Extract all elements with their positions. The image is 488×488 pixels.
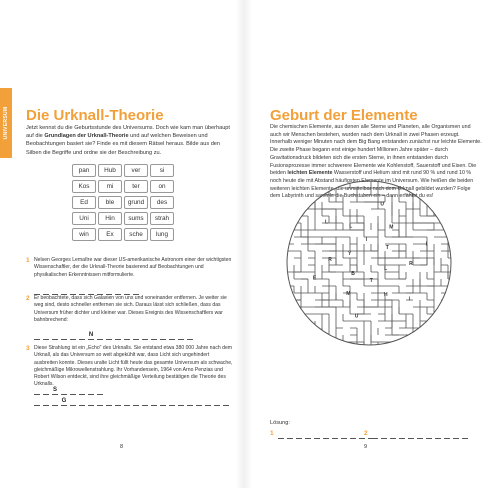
syllable-box: Ex: [98, 228, 122, 241]
letter-blank[interactable]: [151, 397, 157, 406]
letter-blank[interactable]: [34, 286, 40, 295]
letter-blank[interactable]: [196, 397, 202, 406]
gutter-shadow: [236, 0, 252, 488]
solution-label: Lösung:: [270, 420, 290, 426]
maze-letter: B: [351, 271, 355, 278]
letter-blank[interactable]: [52, 397, 58, 406]
letter-blank[interactable]: [43, 386, 49, 395]
maze-outer-ring: [287, 181, 451, 345]
letter-blank[interactable]: [88, 397, 94, 406]
letter-blank[interactable]: [79, 286, 85, 295]
maze-letter: T: [385, 245, 389, 252]
syllable-box: ble: [98, 196, 122, 209]
syllable-box: win: [72, 228, 96, 241]
letter-blank[interactable]: [124, 286, 130, 295]
task-number: 3: [26, 345, 30, 352]
letter-blank[interactable]: [160, 331, 166, 340]
maze-labyrinth: [269, 175, 469, 351]
intro-right-text-2: Wasserstoff und Helium sind mit rund 90 % und rund 10 % noch heute die mit Abstand häufigsten Elemente im Universum. Wie heißen die beiden weiteren leichten Elemente, die unmittelbar nach dem Urknall gebildet wurden? Folge dem Labyrinth und sammle die Buchstaben ein – dann erfährst du es!: [270, 170, 474, 200]
letter-blank[interactable]: [79, 397, 85, 406]
maze-letter: U: [380, 201, 385, 208]
letter-blank[interactable]: [43, 331, 49, 340]
page-number-left: 8: [120, 444, 124, 450]
syllable-box: pan: [72, 164, 96, 177]
side-tab-label: UNIVERSUM: [3, 106, 9, 140]
maze-letter: R: [328, 257, 332, 263]
task-1: [26, 257, 234, 297]
letter-blank[interactable]: [133, 397, 139, 406]
intro-right-bold: leichten Elemente: [287, 170, 333, 177]
syllable-box: Hin: [98, 212, 122, 225]
solution-letter-blank[interactable]: [287, 430, 293, 439]
syllable-grid: [72, 164, 174, 241]
maze-letter: M: [346, 290, 351, 297]
maze-letter: R: [409, 261, 413, 268]
solution-number: 1: [270, 430, 274, 437]
letter-blank[interactable]: [70, 397, 76, 406]
solution-letter-blank[interactable]: [305, 430, 311, 439]
letter-blank[interactable]: [52, 286, 58, 295]
answer-blanks: [34, 331, 193, 340]
letter-blank[interactable]: [214, 397, 220, 406]
solution-letter-blank[interactable]: [408, 430, 414, 439]
solution-letter-blank[interactable]: [435, 430, 441, 439]
page-title-right: Geburt der Elemente: [270, 107, 418, 124]
task-text: Diese Strahlung ist ein „Echo" des Urknalls. Sie entstand etwa 380 000 Jahre nach dem Urknall, als das Universum so weit abgekühlt war, dass Licht sich ungehindert ausbreiten konnte. Dieses uralte Licht füllt heute das gesamte Universum als schwache, gleichmäßige Mikrowellenstrahlung. Ihr Vorhandensein, 1964 von Arno Penzias und Robert Wilson entdeckt, sind ihre gleichmäßige Verteilung bestätigen die Theorie des Urknalls.: [34, 345, 233, 388]
letter-blank[interactable]: S: [52, 387, 57, 393]
letter-blank[interactable]: [34, 331, 40, 340]
syllable-box: Ed: [72, 196, 96, 209]
letter-blank[interactable]: [106, 397, 112, 406]
solution-letter-blank[interactable]: [372, 430, 378, 439]
solution-letter-blank[interactable]: [350, 430, 356, 439]
letter-blank[interactable]: [61, 286, 67, 295]
syllable-box: Kos: [72, 180, 96, 193]
syllable-box: sums: [124, 212, 148, 225]
solution-letter-blank[interactable]: [314, 430, 320, 439]
solution-letter-blank[interactable]: [332, 430, 338, 439]
letter-blank[interactable]: [97, 386, 103, 395]
maze-letter: L: [324, 219, 329, 226]
letter-blank[interactable]: [106, 331, 112, 340]
answer-blanks: [34, 386, 103, 395]
syllable-box: strah: [150, 212, 174, 225]
letter-blank[interactable]: [70, 331, 76, 340]
syllable-box: on: [150, 180, 174, 193]
maze-letter: I: [408, 296, 410, 303]
syllable-box: lung: [150, 228, 174, 241]
solution-letter-blank[interactable]: [453, 430, 459, 439]
solution-letter-blank[interactable]: [381, 430, 387, 439]
maze-letter: M: [389, 224, 394, 231]
solution-letter-blank[interactable]: [278, 430, 284, 439]
syllable-box: sche: [124, 228, 148, 241]
intro-left-text-2: und auf welchen Beweisen und Beobachtungen basiert sie? Finde es mit diesem Rätsel heraus. Bilde aus den Silben die Begriffe und ordne sie der Beschreibung zu.: [26, 133, 221, 156]
letter-blank[interactable]: [88, 286, 94, 295]
intro-left-bold: Grundlagen der Urknall-Theorie: [44, 133, 129, 140]
letter-blank[interactable]: [187, 331, 193, 340]
solution-blanks: [372, 430, 468, 439]
solution-letter-blank[interactable]: [390, 430, 396, 439]
letter-blank[interactable]: [97, 286, 103, 295]
solution-number: 2: [364, 430, 368, 437]
task-number: 1: [26, 257, 30, 264]
letter-blank[interactable]: [160, 397, 166, 406]
letter-blank[interactable]: [169, 397, 175, 406]
letter-blank[interactable]: [223, 397, 229, 406]
letter-blank[interactable]: [43, 286, 49, 295]
letter-blank[interactable]: [88, 386, 94, 395]
solution-letter-blank[interactable]: [417, 430, 423, 439]
letter-blank[interactable]: [106, 286, 112, 295]
solution-blanks: [278, 430, 374, 439]
syllable-box: mi: [98, 180, 122, 193]
answer-blanks: [34, 397, 229, 406]
letter-blank[interactable]: G: [61, 398, 67, 404]
maze-letter: L: [349, 223, 353, 230]
page-title-left: Die Urknall-Theorie: [26, 107, 164, 124]
maze-letter: L: [384, 266, 388, 272]
syllable-box: si: [150, 164, 174, 177]
solution-letter-blank[interactable]: [462, 430, 468, 439]
letter-blank[interactable]: [97, 397, 103, 406]
solution-letter-blank[interactable]: [296, 430, 302, 439]
letter-blank[interactable]: [34, 386, 40, 395]
task-text: Er beobachtete, dass sich Galaxien von uns und voneinander entfernen. Je weiter sie weg sind, desto schneller entfernen sie sich. Daraus lässt sich schließen, dass das Universum früher dichter und kleiner war. Dieses Ereignis des Wissenschaftlers war bahnbrechend:: [34, 295, 227, 323]
answer-blanks: [34, 286, 139, 295]
task-text: Nelsen Georges Lemaître war dieser US-amerikanische Astronom einer der wichtigsten Wissenschaftler, der die Urknall-Theorie basierend auf Beobachtungen und physikalischen Erkenntnissen mitformulierte.: [34, 257, 232, 278]
maze-letter: H: [383, 291, 388, 298]
maze: [269, 175, 469, 356]
solution-letter-blank[interactable]: [444, 430, 450, 439]
letter-blank[interactable]: [70, 286, 76, 295]
letter-blank[interactable]: N: [88, 332, 94, 338]
letter-blank[interactable]: [79, 331, 85, 340]
maze-letter: T: [369, 277, 373, 284]
letter-blank[interactable]: [52, 331, 58, 340]
letter-blank[interactable]: [151, 331, 157, 340]
right-page: [244, 0, 488, 488]
letter-blank[interactable]: [124, 397, 130, 406]
syllable-box: des: [150, 196, 174, 209]
task-2: [26, 295, 234, 345]
task-number: 2: [26, 295, 30, 302]
letter-blank[interactable]: [115, 397, 121, 406]
intro-right-text: Die chemischen Elemente, aus denen alle Sterne und Planeten, alle Organismen und auch wir Menschen bestehen, wurden nach dem Urknall in zwei Phasen erzeugt. Innerhalb weniger Minuten nach dem Big Bang entstanden zunächst nur leichte Elemente. Die zweite Phase begann erst einige hundert Millionen Jahre später – durch Gravitationsdruck bildeten sich die ersten Sterne, in ihnen entstanden durch Fusionsprozesse immer schwerere Elemente wie Kohlenstoff, Sauerstoff und Eisen. Die beiden: [270, 124, 482, 177]
maze-letter: U: [354, 313, 359, 320]
letter-blank[interactable]: [97, 331, 103, 340]
solution-letter-blank[interactable]: [323, 430, 329, 439]
maze-letter: I: [425, 241, 428, 248]
letter-blank[interactable]: [124, 331, 130, 340]
maze-letter: E: [312, 275, 317, 282]
syllable-box: grund: [124, 196, 148, 209]
letter-blank[interactable]: [115, 331, 121, 340]
intro-left-text: Jetzt kennst du die Geburtsstunde des Universums. Doch wie kam man überhaupt auf die: [26, 125, 230, 140]
letter-blank[interactable]: [187, 397, 193, 406]
solution-letter-blank[interactable]: [426, 430, 432, 439]
letter-blank[interactable]: [43, 397, 49, 406]
syllable-box: Uni: [72, 212, 96, 225]
letter-blank[interactable]: [70, 386, 76, 395]
letter-blank[interactable]: [79, 386, 85, 395]
letter-blank[interactable]: [142, 397, 148, 406]
syllable-box: ver: [124, 164, 148, 177]
letter-blank[interactable]: [61, 331, 67, 340]
page-number-right: 9: [364, 444, 368, 450]
maze-letter: I: [365, 237, 367, 244]
letter-blank[interactable]: [133, 331, 139, 340]
letter-blank[interactable]: [205, 397, 211, 406]
letter-blank[interactable]: [61, 386, 67, 395]
letter-blank[interactable]: [142, 331, 148, 340]
task-3: [26, 345, 234, 415]
letter-blank[interactable]: [133, 286, 139, 295]
letter-blank[interactable]: [115, 286, 121, 295]
solution-letter-blank[interactable]: [341, 430, 347, 439]
letter-blank[interactable]: [34, 397, 40, 406]
letter-blank[interactable]: [178, 331, 184, 340]
maze-walls: [287, 181, 462, 351]
syllable-box: ter: [124, 180, 148, 193]
side-tab: [0, 88, 12, 158]
letter-blank[interactable]: [169, 331, 175, 340]
maze-letter: Y: [348, 250, 352, 257]
syllable-box: Hub: [98, 164, 122, 177]
intro-left: [26, 124, 236, 157]
letter-blank[interactable]: [178, 397, 184, 406]
solution-letter-blank[interactable]: [399, 430, 405, 439]
